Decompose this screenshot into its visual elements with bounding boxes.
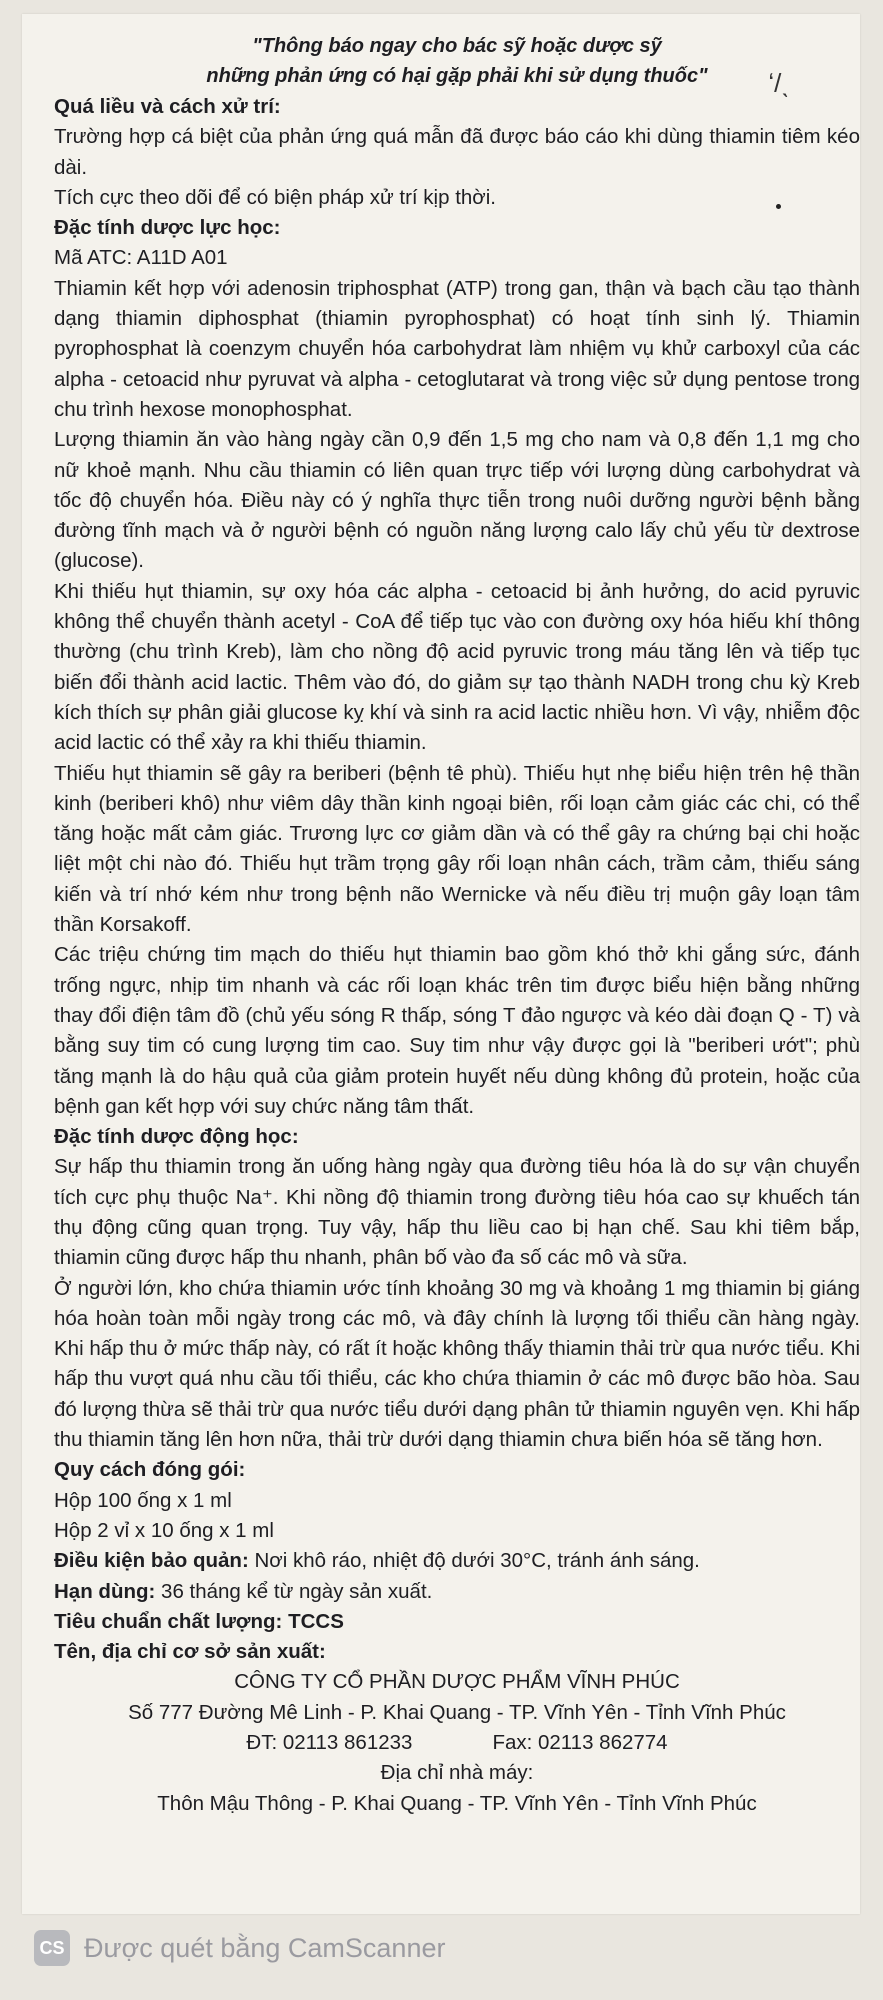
company-address: Số 777 Đường Mê Linh - P. Khai Quang - TP. Vĩnh Yên - Tỉnh Vĩnh Phúc [128, 1700, 786, 1724]
quality-standard [54, 1607, 860, 1637]
document-content [54, 32, 860, 1819]
shelf-life-value: 36 tháng kể từ ngày sản xuất. [155, 1579, 433, 1603]
pharmacodynamics-paragraph: Thiếu hụt thiamin sẽ gây ra beriberi (bệnh tê phù). Thiếu hụt nhẹ biểu hiện trên hệ thần kinh (beriberi khô) như viêm dây thần kinh ngoại biên, rối loạn cảm giác các chi, có thể tăng hoặc mất cảm giác. Trương lực cơ giảm dần và có thể gây ra chứng bại chi hoặc liệt một chi nào đó. Thiếu hụt trầm trọng gây rối loạn nhân cách, trầm cảm, thiếu sáng kiến và trí nhớ kém như trong bệnh não Wernicke và nếu điều trị muộn gây loạn tâm thần Korsakoff. [54, 761, 860, 937]
phone-number: ĐT: 02113 861233 [246, 1731, 413, 1755]
storage-conditions [54, 1546, 860, 1576]
shelf-life-label: Hạn dùng: [54, 1579, 156, 1603]
pharmacokinetics-paragraph: Ở người lớn, kho chứa thiamin ước tính khoảng 30 mg và khoảng 1 mg thiamin bị giáng hóa hoàn toàn mỗi ngày trong các mô, và đây chính là lượng tối thiểu cần hàng ngày. Khi hấp thu ở mức thấp này, có rất ít hoặc không thấy thiamin thải trừ qua nước tiểu. Khi hấp thu vượt quá nhu cầu tối thiểu, các kho chứa thiamin ở các mô được bão hòa. Sau đó lượng thừa sẽ thải trừ qua nước tiểu dưới dạng phân tử thiamin nguyên vẹn. Khi hấp thu thiamin tăng lên hơn nữa, thải trừ dưới dạng thiamin chưa biến hóa sẽ tăng hơn. [54, 1276, 860, 1452]
packaging-item: Hộp 2 vỉ x 10 ống x 1 ml [54, 1518, 274, 1542]
factory-address: Thôn Mậu Thông - P. Khai Quang - TP. Vĩnh Yên - Tỉnh Vĩnh Phúc [157, 1791, 757, 1815]
notice [54, 32, 860, 90]
camscanner-watermark [34, 1930, 445, 1966]
manufacturer-heading: Tên, địa chỉ cơ sở sản xuất: [54, 1640, 326, 1664]
pharmacokinetics-heading: Đặc tính dược động học: [54, 1125, 299, 1149]
overdose-heading: Quá liều và cách xử trí: [54, 95, 281, 118]
pharmacodynamics-paragraph: Thiamin kết hợp với adenosin triphosphat (ATP) trong gan, thận và bạch cầu tạo thành dạng thiamin diphosphat (thiamin pyrophosphat) có hoạt tính sinh lý. Thiamin pyrophosphat là coenzym chuyển hóa carbohydrat làm nhiệm vụ khử carboxyl của các alpha - cetoacid như pyruvat và alpha - cetoglutarat và trong việc sử dụng pentose trong chu trình hexose monophosphat. [54, 276, 860, 421]
quality-label: Tiêu chuẩn chất lượng: [54, 1609, 283, 1633]
overdose-paragraph-2: Tích cực theo dõi để có biện pháp xử trí kịp thời. [54, 185, 497, 209]
contact-row [54, 1728, 860, 1758]
storage-label: Điều kiện bảo quản: [54, 1549, 249, 1573]
overdose-paragraph-1: Trường hợp cá biệt của phản ứng quá mẫn đã được báo cáo khi dùng thiamin tiêm kéo dài. [54, 125, 860, 179]
shelf-life [54, 1577, 860, 1607]
pharmacodynamics-paragraph: Lượng thiamin ăn vào hàng ngày cần 0,9 đến 1,5 mg cho nam và 0,8 đến 1,1 mg cho nữ khoẻ mạnh. Nhu cầu thiamin có liên quan trực tiếp với lượng dùng carbohydrat và tốc độ chuyển hóa. Điều này có ý nghĩa thực tiễn trong nuôi dưỡng người bệnh bằng đường tĩnh mạch và ở người bệnh có nguồn năng lượng calo lấy chủ yếu từ dextrose (glucose). [54, 428, 860, 573]
factory-label: Địa chỉ nhà máy: [380, 1761, 534, 1785]
pharmacokinetics-paragraph: Sự hấp thu thiamin trong ăn uống hàng ngày qua đường tiêu hóa là do sự vận chuyển tích cực phụ thuộc Na⁺. Khi nồng độ thiamin trong đường tiêu hóa cao sự khuếch tán thụ động cũng quan trọng. Tuy vậy, hấp thu liều cao bị hạn chế. Sau khi tiêm bắp, thiamin cũng được hấp thu nhanh, phân bố vào đa số các mô và sữa. [54, 1155, 860, 1270]
packaging-item: Hộp 100 ống x 1 ml [54, 1488, 232, 1512]
pharmacodynamics-paragraph: Các triệu chứng tim mạch do thiếu hụt thiamin bao gồm khó thở khi gắng sức, đánh trống ngực, nhịp tim nhanh và các rối loạn khác trên tim được biểu hiện bằng những thay đổi điện tâm đồ (chủ yếu sóng R thấp, sóng T đảo ngược và kéo dài đoạn Q - T) và bằng suy tim có cung lượng tim cao. Suy tim như vậy được gọi là "beriberi ướt"; phù tăng mạnh là do hậu quả của giảm protein huyết nếu dùng không đủ protein, hoặc của bệnh gan kết hợp với suy chức năng tâm thất. [54, 943, 860, 1118]
fax-number: Fax: 02113 862774 [492, 1731, 668, 1755]
notice-line-1: "Thông báo ngay cho bác sỹ hoặc dược sỹ [252, 35, 662, 57]
pharmacodynamics-paragraph: Khi thiếu hụt thiamin, sự oxy hóa các alpha - cetoacid bị ảnh hưởng, do acid pyruvic không thể chuyển thành acetyl - CoA để tiếp tục vào con đường oxy hóa hiếu khí thông thường (chu trình Kreb), làm cho nồng độ acid pyruvic trong máu tăng lên và tiếp tục biến đổi thành acid lactic. Thêm vào đó, do giảm sự tạo thành NADH trong chu kỳ Kreb kích thích sự phân giải glucose kỵ khí và sinh ra acid lactic nhiều hơn. Vì vậy, nhiễm độc acid lactic có thể xảy ra khi thiếu thiamin. [54, 579, 860, 755]
pharmacodynamics-heading: Đặc tính dược lực học: [54, 216, 281, 240]
atc-code: Mã ATC: A11D A01 [54, 246, 228, 270]
quality-value: TCCS [282, 1609, 344, 1633]
camscanner-logo-icon: CS [34, 1930, 70, 1966]
packaging-heading: Quy cách đóng gói: [54, 1458, 246, 1482]
notice-line-2: những phản ứng có hại gặp phải khi sử dụng thuốc" [206, 65, 708, 87]
overdose-section [54, 92, 860, 213]
handwritten-mark: ʻ/ˎ [768, 68, 790, 98]
storage-value: Nơi khô ráo, nhiệt độ dưới 30°C, tránh ánh sáng. [248, 1549, 700, 1573]
camscanner-text: Được quét bằng CamScanner [84, 1932, 446, 1963]
document-page [22, 14, 860, 1914]
packaging-section [54, 1455, 860, 1546]
company-name: CÔNG TY CỔ PHẦN DƯỢC PHẨM VĨNH PHÚC [234, 1670, 680, 1694]
manufacturer-section [54, 1637, 860, 1819]
pharmacokinetics-section [54, 1122, 860, 1455]
pharmacodynamics-section [54, 213, 860, 1122]
